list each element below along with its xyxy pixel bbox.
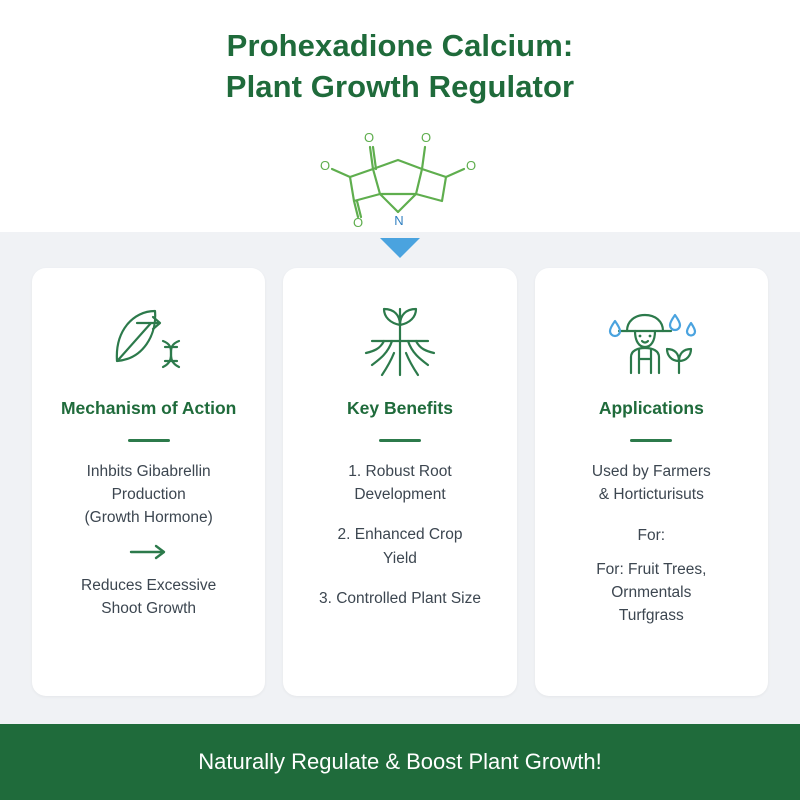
mechanism-text-2-line-2: Shoot Growth <box>101 599 197 617</box>
card-title-key-benefits: Key Benefits <box>346 397 453 418</box>
applications-block-1-line-2: & Horticturisuts <box>598 486 704 504</box>
applications-block-1-line-1: Used by Farmers <box>591 462 711 480</box>
mechanism-text-2 <box>81 574 216 621</box>
card-divider <box>630 439 672 442</box>
benefit-item-3 <box>319 587 481 610</box>
benefit-item-1-line-1: 1. Robust Root <box>348 462 452 480</box>
benefit-item-2-line-1: 2. Enhanced Crop <box>337 526 463 544</box>
mechanism-flow-arrow <box>127 544 171 560</box>
card-title-mechanism: Mechanism of Action <box>60 397 237 418</box>
card-applications <box>535 268 768 696</box>
flow-arrow-down <box>0 238 800 260</box>
card-key-benefits <box>283 268 516 696</box>
card-divider <box>128 439 170 442</box>
applications-block-3-line-2: Ornmentals <box>611 583 692 601</box>
applications-block-3 <box>596 558 706 628</box>
molecule-label-o-top-right: O <box>420 129 432 145</box>
molecule-label-n-bottom: N <box>394 212 404 228</box>
card-title-applications: Applications <box>598 397 704 418</box>
molecule-label-o-bottom-left: O <box>352 214 364 230</box>
applications-block-1 <box>592 460 711 507</box>
page-title-line-2: Plant Growth Regulator <box>225 68 575 104</box>
plant-roots-icon <box>354 294 446 390</box>
footer-text: Naturally Regulate & Boost Plant Growth! <box>198 749 602 774</box>
molecule-structure-icon <box>270 122 530 232</box>
benefit-item-1-line-2: Development <box>354 486 446 504</box>
applications-block-2 <box>638 524 666 547</box>
cards-section <box>0 232 800 724</box>
benefit-item-3-line-1: 3. Controlled Plant Size <box>319 589 481 607</box>
applications-block-2-line-1: For: <box>637 527 666 545</box>
mechanism-text-1-line-3: (Growth Hormone) <box>84 509 213 527</box>
farmer-icon <box>601 294 701 390</box>
applications-block-3-line-3: Turfgrass <box>618 607 684 625</box>
benefit-item-2 <box>338 523 463 570</box>
mechanism-text-1 <box>84 460 212 530</box>
molecule-label-o-top-left: O <box>363 129 375 145</box>
card-mechanism-of-action <box>32 268 265 696</box>
molecule-label-o-left: O <box>319 157 331 173</box>
chevron-down-icon <box>380 238 420 260</box>
benefit-item-1 <box>348 460 451 507</box>
mechanism-text-1-line-1: Inhbits Gibabrellin <box>86 462 211 480</box>
mechanism-text-2-line-1: Reduces Excessive <box>81 576 217 594</box>
footer-banner <box>0 724 800 800</box>
header-section <box>0 0 800 232</box>
applications-block-3-line-1: For: Fruit Trees, <box>596 560 707 578</box>
arrow-right-icon <box>127 544 171 560</box>
card-divider <box>379 439 421 442</box>
page-title <box>40 26 760 108</box>
page-title-line-1: Prohexadione Calcium: <box>226 28 574 63</box>
mechanism-text-1-line-2: Production <box>111 486 186 504</box>
molecule-illustration <box>40 122 760 232</box>
benefit-item-2-line-2: Yield <box>383 549 417 567</box>
molecule-label-o-right: O <box>465 157 477 173</box>
leaf-dna-icon <box>103 294 195 390</box>
